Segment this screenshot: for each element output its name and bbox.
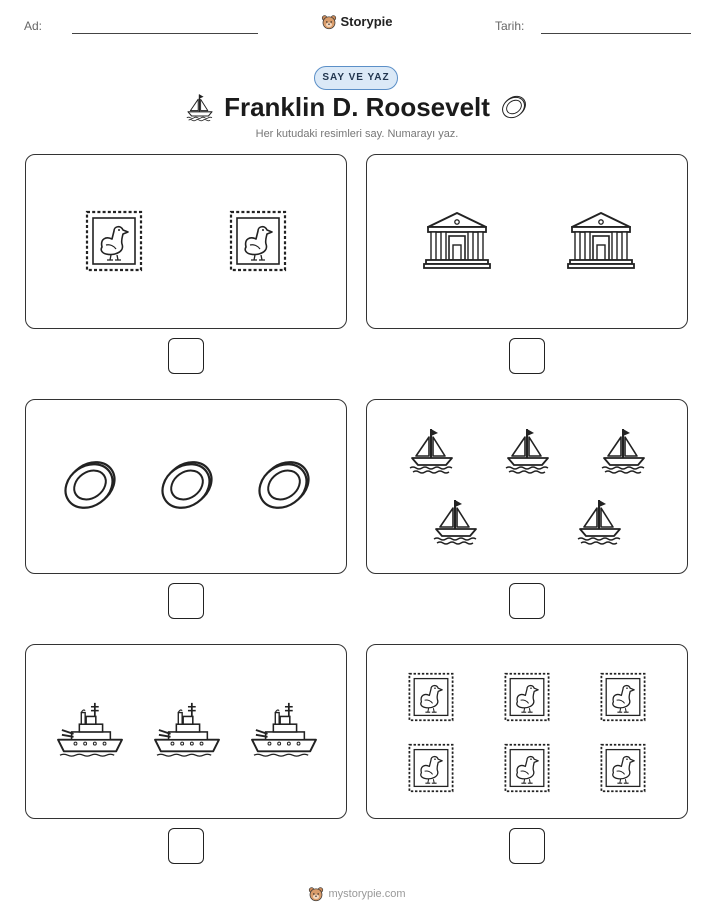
page-title: Franklin D. Roosevelt	[224, 92, 490, 122]
duck-stamp-icon	[503, 742, 551, 794]
battleship-icon	[250, 699, 318, 761]
count-box-5	[25, 644, 347, 819]
battleship-icon	[56, 699, 124, 761]
battleship-icon	[153, 699, 221, 761]
name-label: Ad:	[24, 19, 43, 33]
ring-icon	[157, 455, 217, 515]
bear-logo-icon	[321, 14, 337, 30]
sailboat-icon	[503, 425, 553, 475]
answer-box-1[interactable]	[168, 338, 204, 374]
footer-url[interactable]: mystorypie.com	[328, 888, 406, 900]
bear-logo-icon	[308, 886, 324, 902]
duck-stamp-icon	[84, 209, 144, 273]
footer	[0, 886, 714, 902]
answer-box-6[interactable]	[509, 828, 545, 864]
answer-box-4[interactable]	[509, 583, 545, 619]
sailboat-icon	[575, 496, 625, 546]
sailboat-icon	[407, 425, 457, 475]
ring-icon	[60, 455, 120, 515]
duck-stamp-icon	[599, 742, 647, 794]
ring-icon	[500, 93, 528, 121]
answer-box-3[interactable]	[168, 583, 204, 619]
duck-stamp-icon	[407, 671, 455, 723]
count-box-1	[25, 154, 347, 329]
count-box-6	[366, 644, 688, 819]
bank-building-icon	[422, 209, 492, 273]
count-box-3	[25, 399, 347, 574]
brand-logo	[0, 13, 714, 30]
sailboat-icon	[599, 425, 649, 475]
date-line[interactable]	[541, 33, 691, 34]
count-box-4	[366, 399, 688, 574]
count-box-2	[366, 154, 688, 329]
name-line[interactable]	[72, 33, 258, 34]
answer-box-5[interactable]	[168, 828, 204, 864]
activity-badge: SAY VE YAZ	[314, 66, 398, 90]
bank-building-icon	[566, 209, 636, 273]
date-label: Tarih:	[495, 19, 525, 33]
answer-box-2[interactable]	[509, 338, 545, 374]
ring-icon	[254, 455, 314, 515]
duck-stamp-icon	[407, 742, 455, 794]
instructions: Her kutudaki resimleri say. Numarayı yaz.	[255, 128, 459, 140]
duck-stamp-icon	[503, 671, 551, 723]
sailboat-icon	[431, 496, 481, 546]
brand-name: Storypie	[340, 14, 393, 30]
duck-stamp-icon	[228, 209, 288, 273]
duck-stamp-icon	[599, 671, 647, 723]
